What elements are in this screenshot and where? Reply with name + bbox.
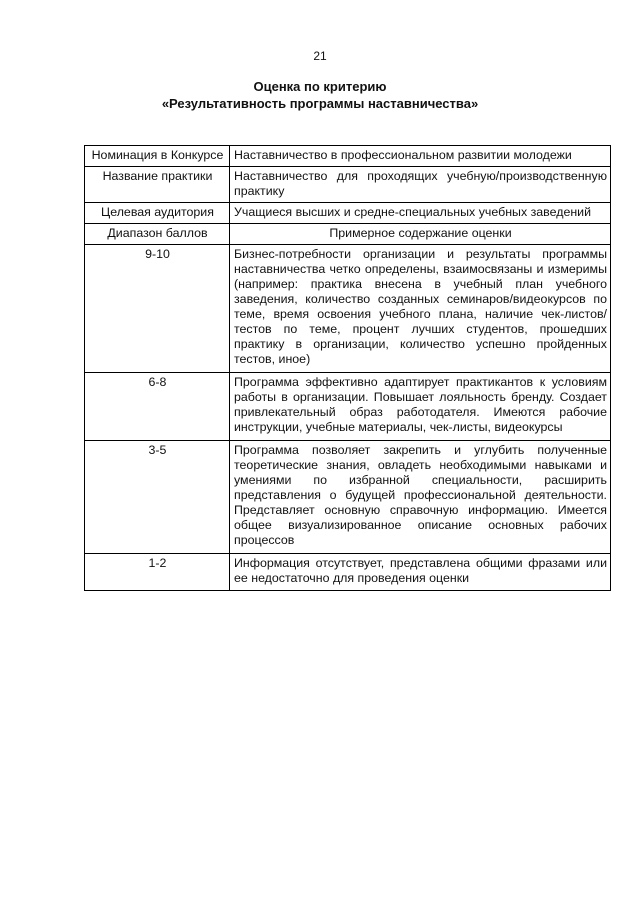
table-row	[85, 554, 611, 591]
nomination-row	[85, 146, 611, 167]
range-column-header: Диапазон баллов	[85, 224, 230, 245]
table-row	[85, 373, 611, 441]
title-line-2: «Результативность программы наставничества»	[161, 96, 479, 111]
nomination-label: Номинация в Конкурсе	[85, 146, 230, 167]
score-range: 1-2	[85, 554, 230, 591]
practice-name-label: Название практики	[85, 167, 230, 203]
audience-value: Учащиеся высших и средне-специальных учебных заведений	[230, 203, 611, 224]
page-number: 21	[313, 49, 327, 63]
audience-label: Целевая аудитория	[85, 203, 230, 224]
score-range: 6-8	[85, 373, 230, 441]
practice-name-row	[85, 167, 611, 203]
score-range: 9-10	[85, 245, 230, 373]
score-description: Бизнес-потребности организации и результаты программы наставничества четко определены, взаимосвязаны и измеримы (например: практика внесена в учебный план учебного заведения, количество созданных семинаров/видеокурсов по теме, время освоения учебного плана, наличие чек-листов/ тестов по теме, процент лучших студентов, прошедших практику в организации, количество успешно пройденных тестов, иное)	[230, 245, 611, 373]
title-line-1: Оценка по критерию	[253, 79, 387, 94]
score-description: Программа позволяет закрепить и углубить полученные теоретические знания, овладеть необходимыми навыками и умениями по избранной специальности, расширить представления о будущей профессиональной деятельности. Представляет основную справочную информацию. Имеется общее визуализированное описание основных рабочих процессов	[230, 441, 611, 554]
table-header-row	[85, 224, 611, 245]
table-row	[85, 441, 611, 554]
table-row	[85, 245, 611, 373]
nomination-value: Наставничество в профессиональном развитии молодежи	[230, 146, 611, 167]
document-title	[0, 78, 640, 112]
content-column-header: Примерное содержание оценки	[230, 224, 611, 245]
practice-name-value: Наставничество для проходящих учебную/производственную практику	[230, 167, 611, 203]
audience-row	[85, 203, 611, 224]
score-description: Программа эффективно адаптирует практикантов к условиям работы в организации. Повышает лояльность бренду. Создает привлекательный образ работодателя. Имеются рабочие инструкции, учебные материалы, чек-листы, видеокурсы	[230, 373, 611, 441]
score-range: 3-5	[85, 441, 230, 554]
score-description: Информация отсутствует, представлена общими фразами или ее недостаточно для проведения оценки	[230, 554, 611, 591]
criteria-table	[84, 145, 611, 591]
